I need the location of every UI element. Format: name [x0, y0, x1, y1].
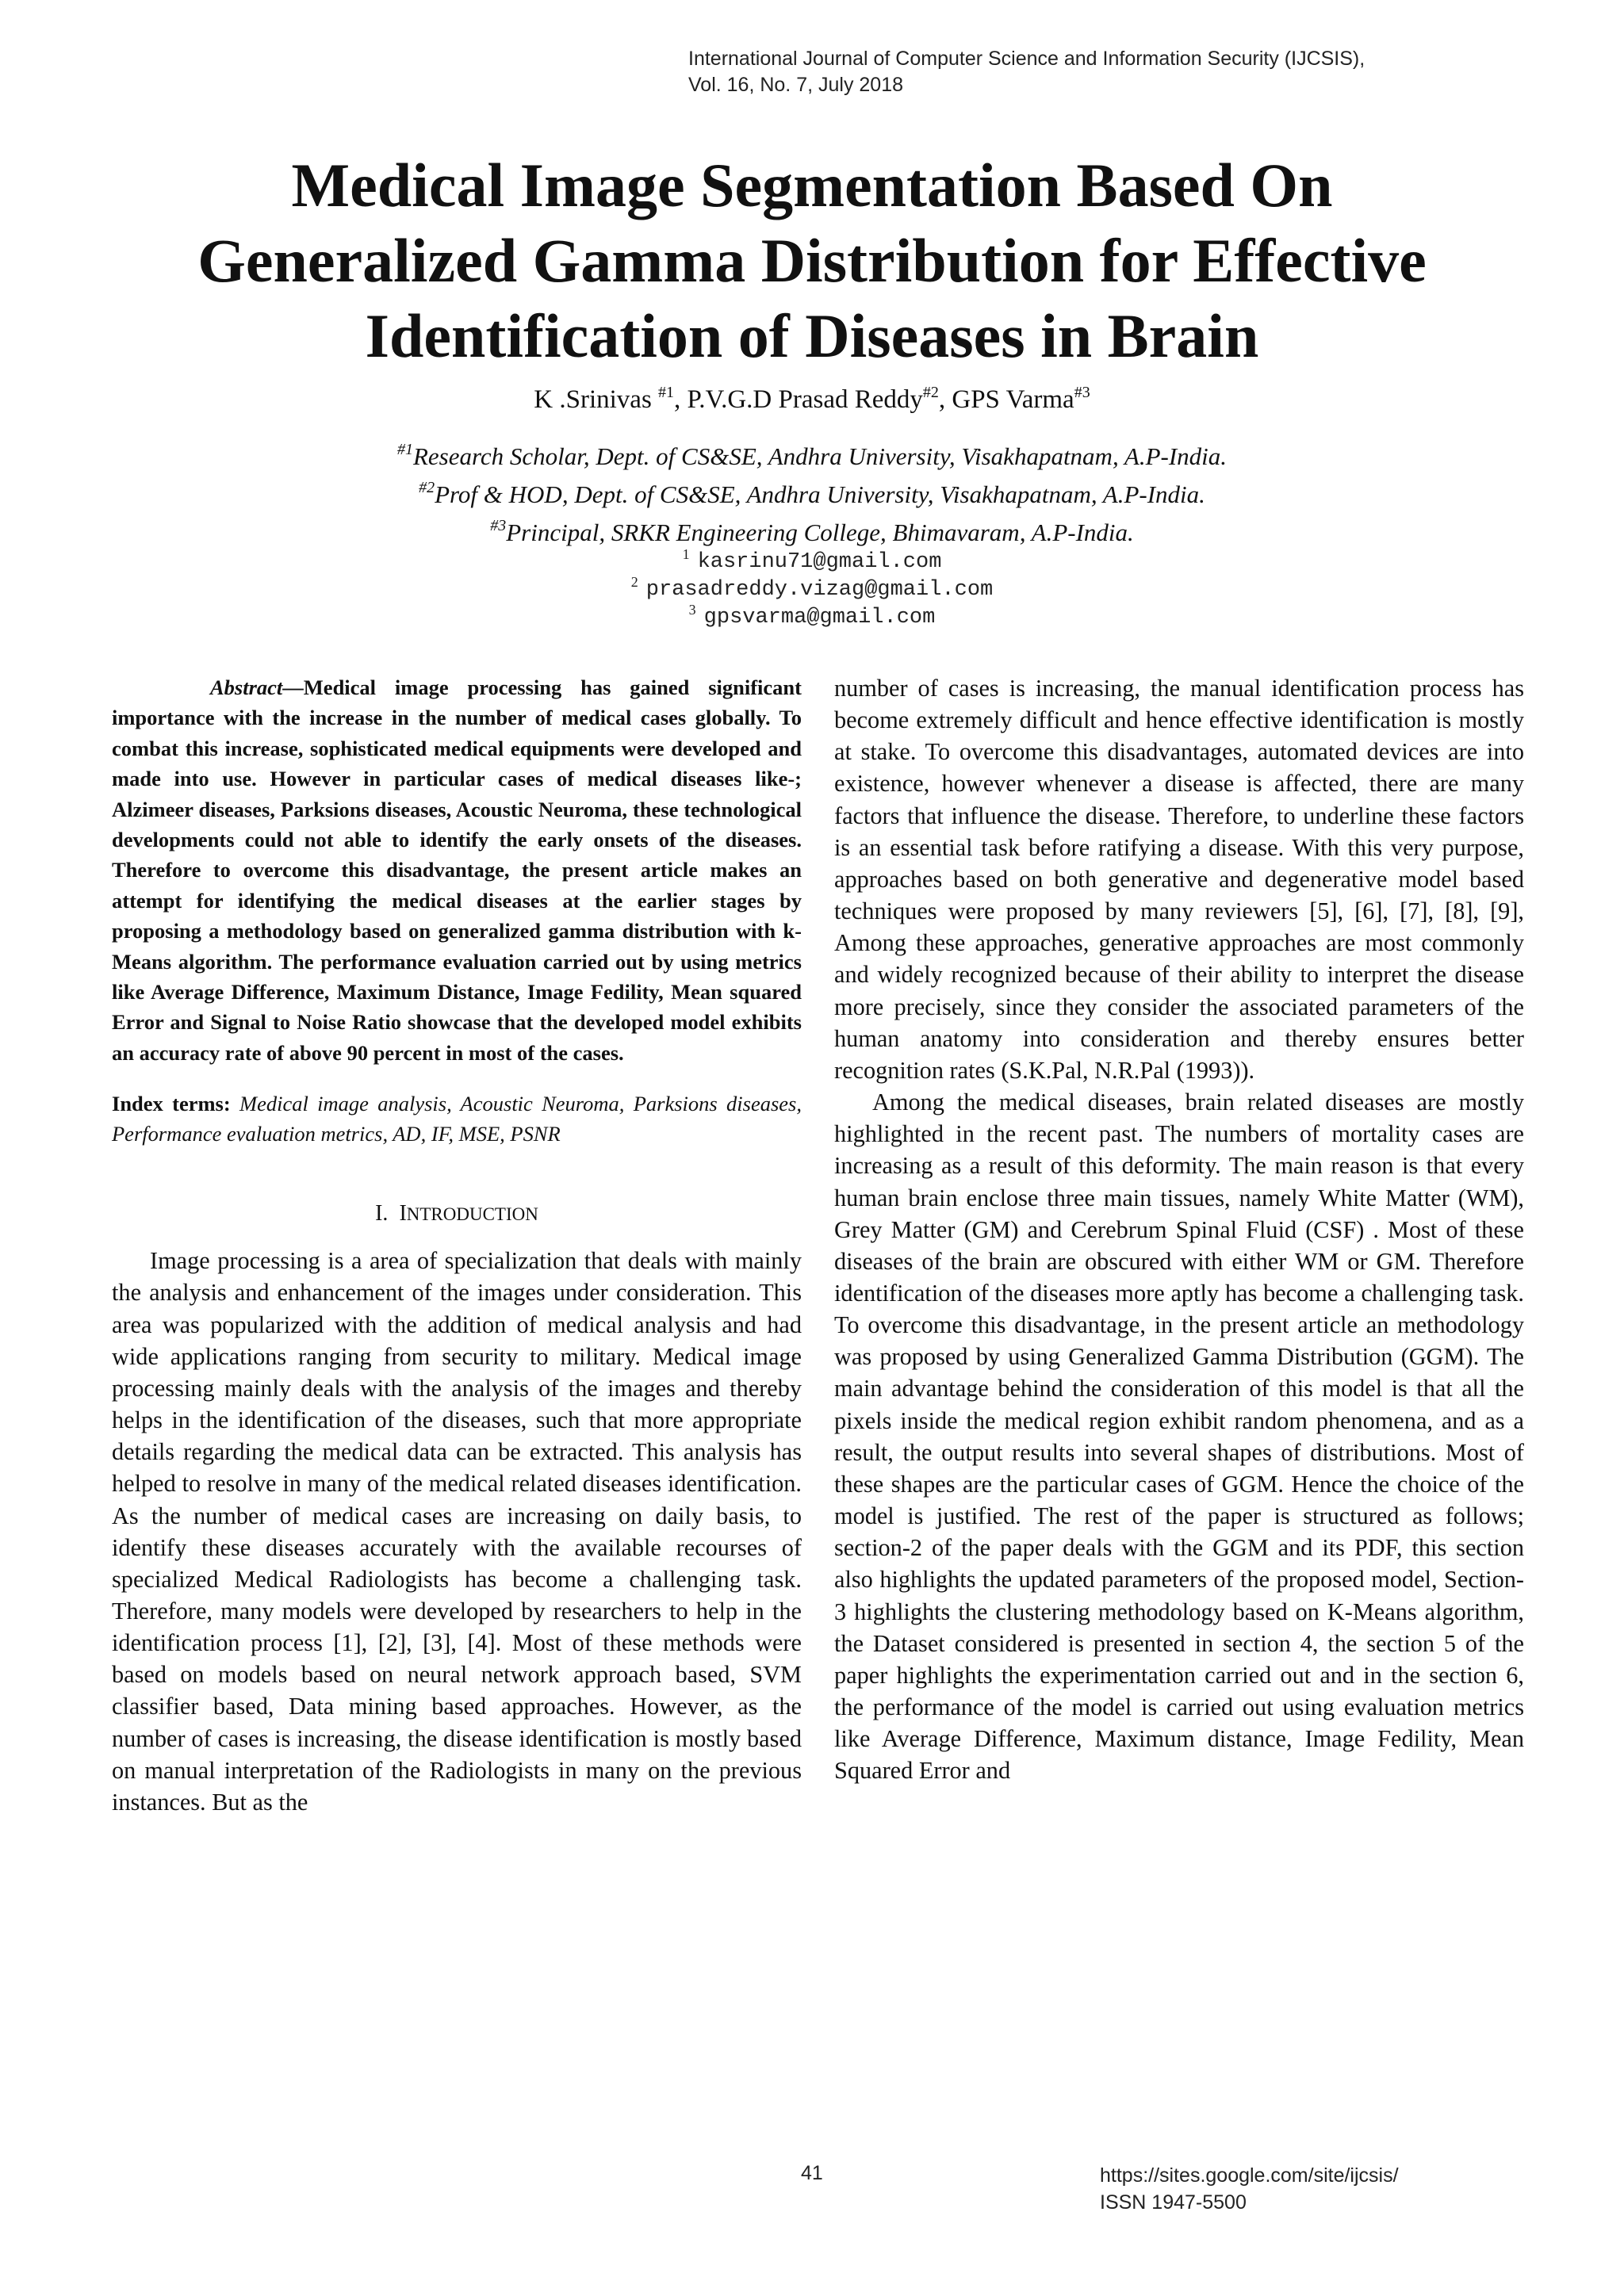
- author-1-mark: #1: [658, 384, 675, 401]
- footer-info: [1100, 2162, 1399, 2216]
- email-list: [79, 546, 1545, 632]
- author-1-name: K .Srinivas: [534, 385, 659, 414]
- index-terms-label: Index terms:: [112, 1092, 231, 1116]
- journal-issue: Vol. 16, No. 7, July 2018: [688, 74, 904, 96]
- journal-name: International Journal of Computer Science and Information Security (IJCSIS),: [688, 48, 1365, 70]
- page-number: 41: [801, 2162, 823, 2184]
- affiliation-1-mark: #1: [396, 441, 413, 458]
- section-title-initial: I: [399, 1201, 407, 1226]
- abstract-label: Abstract: [210, 675, 283, 699]
- email-2-mark: 2: [630, 574, 638, 590]
- paper-title: [79, 147, 1545, 373]
- affiliation-1-text: Research Scholar, Dept. of CS&SE, Andhra University, Visakhapatnam, A.P-India.: [412, 442, 1228, 470]
- affiliation-list: [79, 438, 1545, 552]
- author-3-mark: #3: [1074, 384, 1090, 401]
- title-line-2: Generalized Gamma Distribution for Effective: [197, 226, 1427, 295]
- index-terms: [112, 1089, 802, 1149]
- affiliation-1: [79, 438, 1545, 476]
- issn: ISSN 1947-5500: [1100, 2191, 1247, 2214]
- abstract-dash: —: [282, 675, 304, 699]
- intro-paragraph-1: Image processing is a area of specialization that deals with mainly the analysis and enhancement of the images under consideration. This area was popularized with the addition of medical analysis and had wide applications ranging from security to military. Medical image processing mainly deals with the analysis of the images and thereby helps in the identification of the diseases, such that more appropriate details regarding the medical data can be extracted. This analysis has helped to resolve in many of the medical related diseases identification. As the number of medical cases are increasing on daily basis, to identify these diseases accurately with the available recourses of specialized Medical Radiologists has become a challenging task. Therefore, many models were developed by researchers to help in the identification process [1], [2], [3], [4]. Most of these methods were based on models based on neural network approach based, SVM classifier based, Data mining based approaches. However, as the number of cases is increasing, the disease identification is mostly based on manual interpretation of the Radiologists in many on the previous instances. But as the: [112, 1247, 802, 1816]
- affiliation-2-mark: #2: [419, 479, 435, 496]
- journal-header: [688, 46, 1481, 98]
- section-heading-introduction: [112, 1198, 802, 1230]
- journal-url: https://sites.google.com/site/ijcsis/: [1100, 2164, 1399, 2187]
- affiliation-3: [79, 514, 1545, 552]
- email-2: [79, 576, 1545, 604]
- email-1-mark: 1: [682, 546, 690, 562]
- email-3-text: gpsvarma@gmail.com: [703, 606, 936, 629]
- affiliation-2: [79, 476, 1545, 514]
- intro-paragraph-2: Among the medical diseases, brain related diseases are mostly highlighted in the recent past. The numbers of mortality cases are increasing as a result of this deformity. The main reason is that every human brain enclose three main tissues, namely White Matter (WM), Grey Matter (GM) and Cerebrum Spinal Fluid (CSF) . Most of these diseases of the brain are obscured with either WM or GM. Therefore identification of the diseases more aptly has become a challenging task. To overcome this disadvantage, in the present article an methodology was proposed by using Generalized Gamma Distribution (GGM). The main advantage behind the consideration of this model is that all the pixels inside the medical region exhibit random phenomena, and as a result, the output results into several shapes of distributions. Most of these shapes are the particular cases of GGM. Hence the choice of the model is justified. The rest of the paper is structured as follows; section-2 of the paper deals with the GGM and its PDF, this section also highlights the updated parameters of the proposed model, Section-3 highlights the clustering methodology based on K-Means algorithm, the Dataset considered is presented in section 4, the section 5 of the paper highlights the experimentation carried out and in the section 6, the performance of the model is carried out using evaluation metrics like Average Difference, Maximum distance, Image Fedility, Mean Squared Error and: [834, 1089, 1524, 1785]
- email-3: [79, 604, 1545, 632]
- email-1-text: kasrinu71@gmail.com: [697, 550, 942, 574]
- affiliation-3-mark: #3: [490, 517, 507, 534]
- affiliation-2-text: Prof & HOD, Dept. of CS&SE, Andhra University, Visakhapatnam, A.P-India.: [435, 480, 1205, 508]
- author-2-mark: #2: [922, 384, 939, 401]
- title-line-3: Identification of Diseases in Brain: [365, 301, 1259, 370]
- author-3-name: , GPS Varma: [938, 385, 1074, 414]
- author-list: [79, 384, 1545, 415]
- section-number: I.: [375, 1201, 389, 1226]
- email-3-mark: 3: [688, 602, 696, 618]
- email-1: [79, 546, 1545, 576]
- intro-paragraph-1-continued: number of cases is increasing, the manual identification process has become extremely difficult and hence effective identification is mostly at stake. To overcome this disadvantages, automated devices are into existence, however whenever a disease is affected, there are many factors that influence the disease. Therefore, to underline these factors is an essential task before ratifying a disease. With this very purpose, approaches based on both generative and degenerative model based techniques were proposed by many reviewers [5], [6], [7], [8], [9], Among these approaches, generative approaches are most commonly and widely recognized because of their ability to interpret the disease more precisely, since they consider the associated parameters of the human anatomy into consideration and thereby ensures better recognition rates (S.K.Pal, N.R.Pal (1993)).: [834, 675, 1524, 1084]
- title-line-1: Medical Image Segmentation Based On: [291, 151, 1333, 220]
- email-2-text: prasadreddy.vizag@gmail.com: [645, 578, 994, 602]
- left-column: [112, 672, 802, 1818]
- section-title-rest: NTRODUCTION: [406, 1204, 538, 1225]
- author-2-name: , P.V.G.D Prasad Reddy: [674, 385, 923, 414]
- right-column: [834, 672, 1524, 1786]
- affiliation-3-text: Principal, SRKR Engineering College, Bhimavaram, A.P-India.: [506, 519, 1134, 546]
- abstract-text: Medical image processing has gained significant importance with the increase in the number of medical cases globally. To combat this increase, sophisticated medical equipments were developed and made into use. However in particular cases of medical diseases like-; Alzimeer diseases, Parksions diseases, Acoustic Neuroma, these technological developments could not able to identify the early onsets of the diseases. Therefore to overcome this disadvantage, the present article makes an attempt for identifying the medical diseases at the earlier stages by proposing a methodology based on generalized gamma distribution with k-Means algorithm. The performance evaluation carried out by using metrics like Average Difference, Maximum Distance, Image Fedility, Mean squared Error and Signal to Noise Ratio showcase that the developed model exhibits an accuracy rate of above 90 percent in most of the cases.: [112, 675, 802, 1065]
- index-terms-text: Medical image analysis, Acoustic Neuroma, Parksions diseases, Performance evaluation metrics, AD, IF, MSE, PSNR: [112, 1092, 802, 1146]
- abstract: [112, 672, 802, 1068]
